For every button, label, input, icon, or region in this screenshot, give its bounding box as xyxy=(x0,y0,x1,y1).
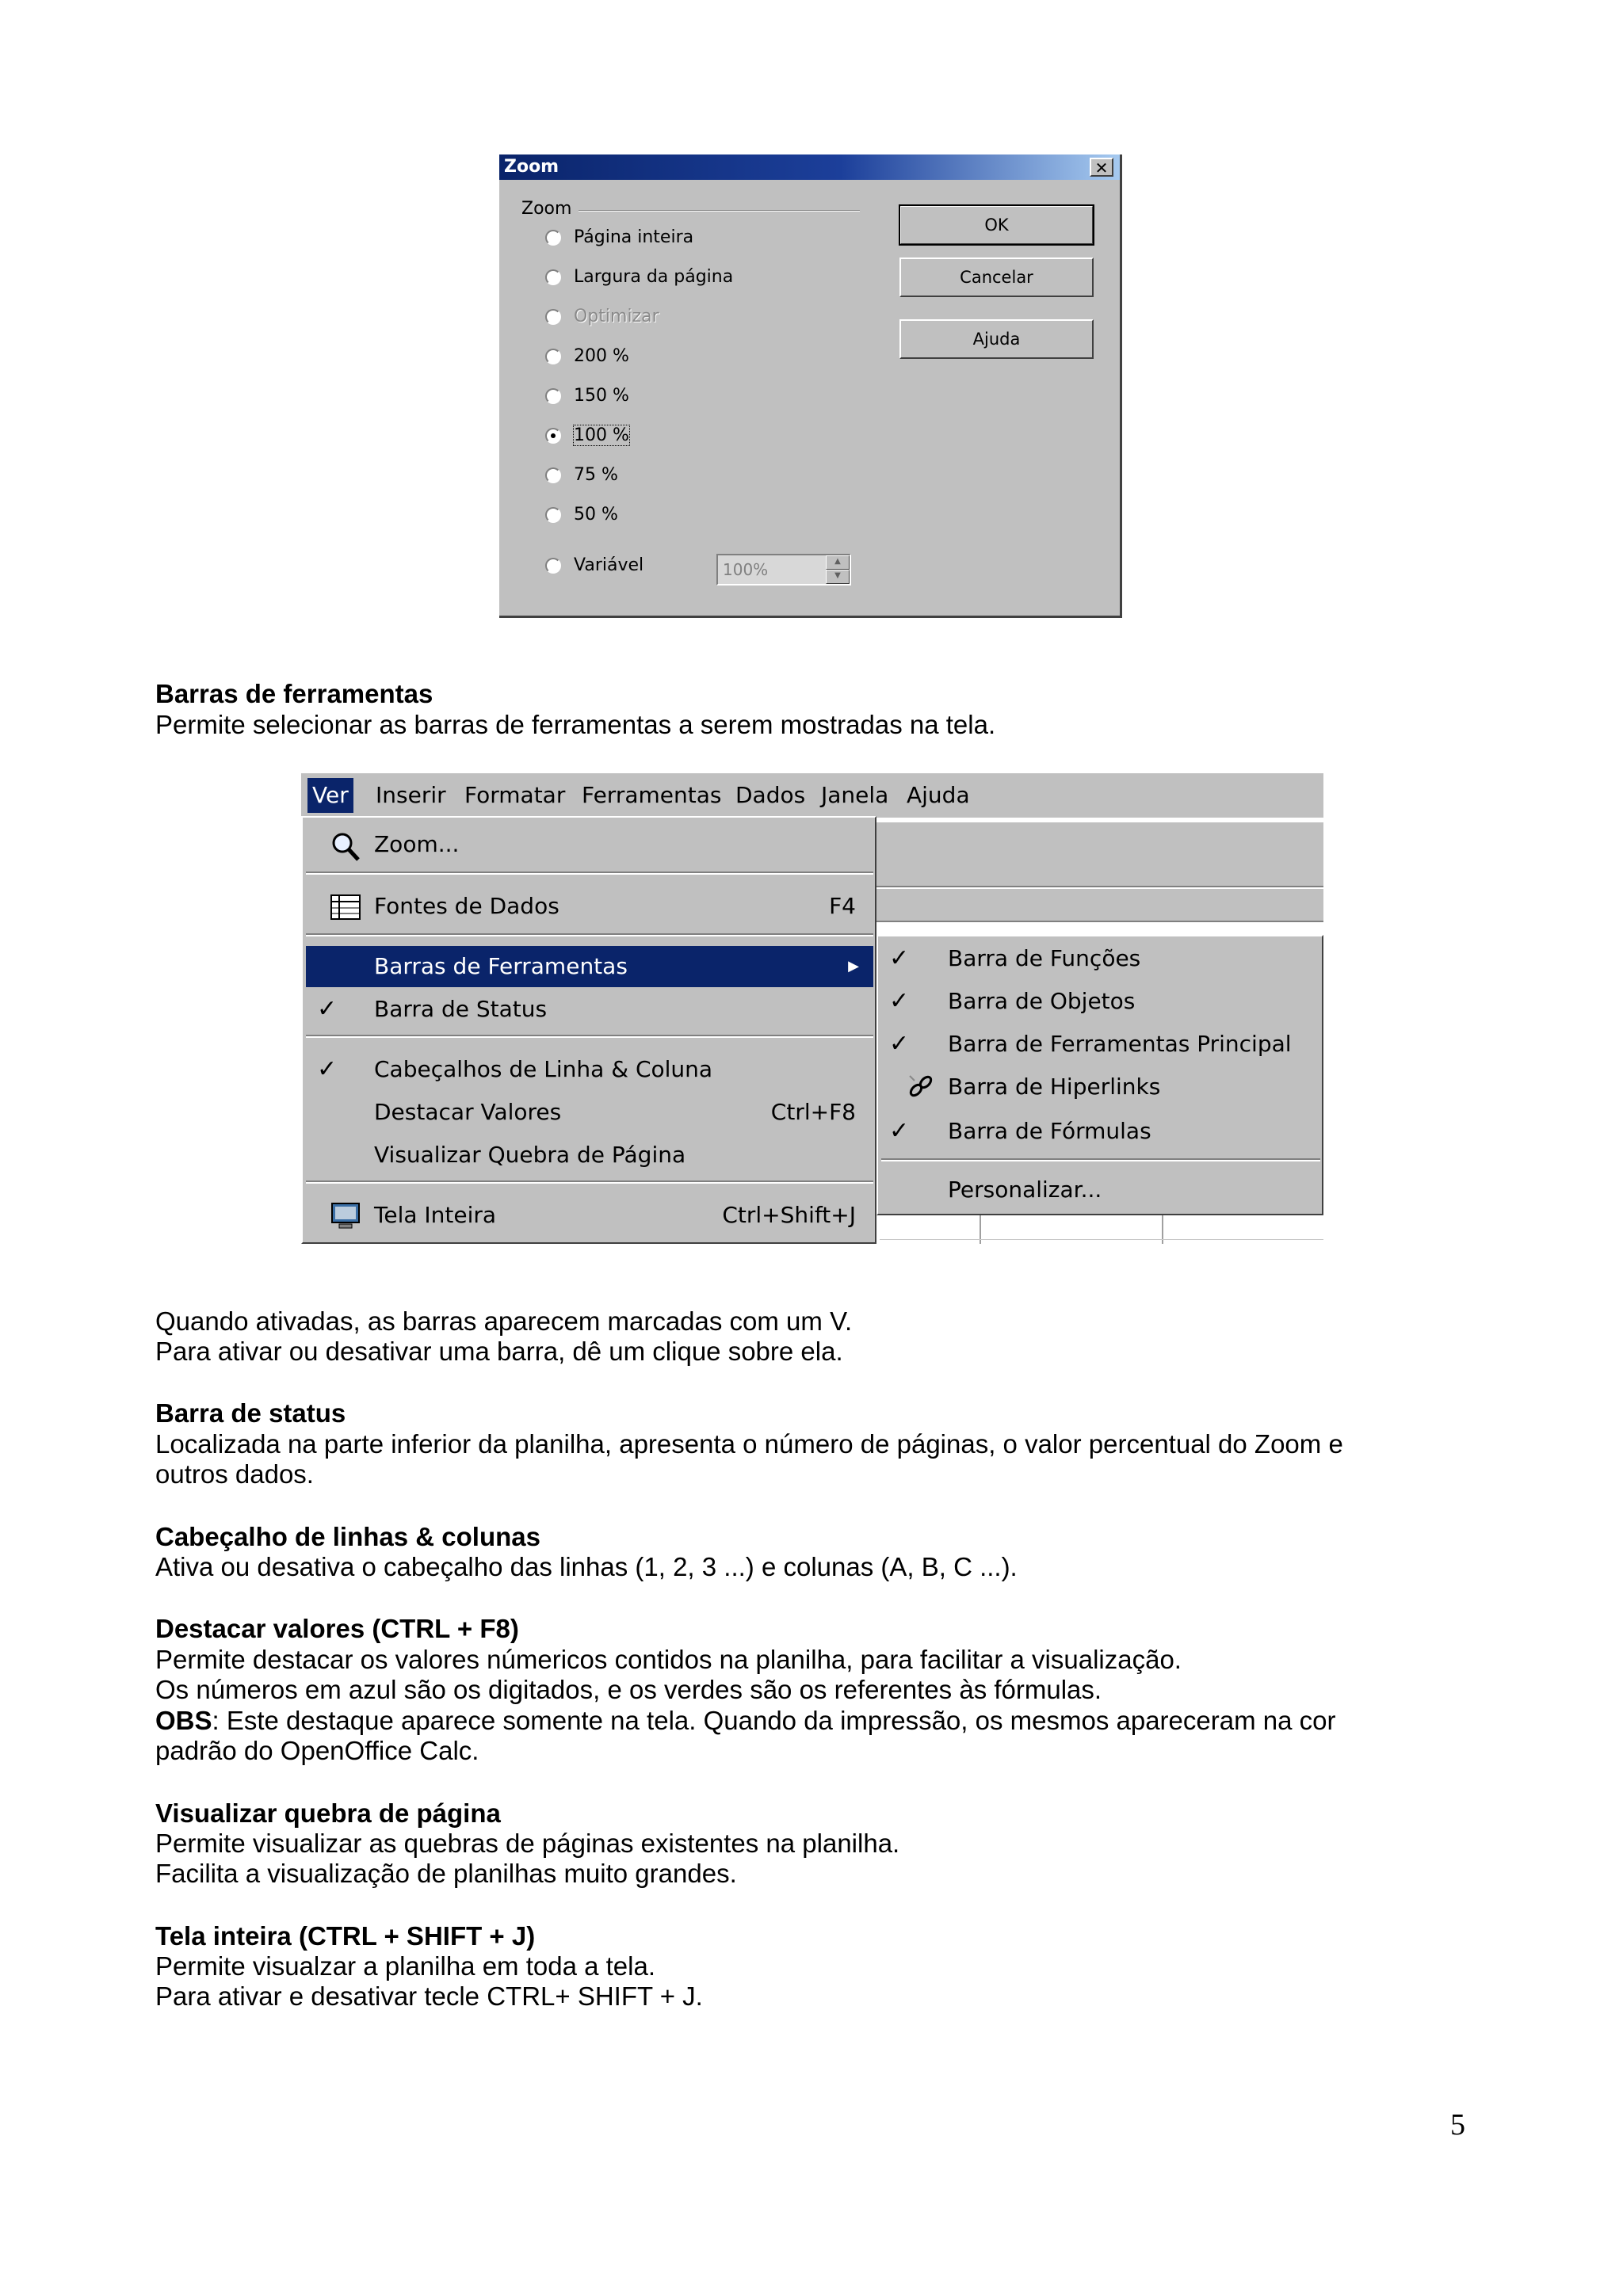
menu-item-highlight-values[interactable] xyxy=(306,1092,873,1133)
menubar xyxy=(301,773,1323,818)
radio-unchecked-icon[interactable] xyxy=(545,558,561,574)
menu-item-toolbars[interactable] xyxy=(306,946,873,987)
submenu-item-objects[interactable] xyxy=(881,981,1320,1022)
menu-item-label: Destacar Valores xyxy=(374,1099,562,1125)
radio-unchecked-icon[interactable] xyxy=(545,269,561,285)
radio-unchecked-icon[interactable] xyxy=(545,388,561,404)
zoom-variable-value: 100% xyxy=(723,560,769,579)
submenu-item-hyperlinks[interactable] xyxy=(881,1066,1320,1108)
zoom-option-label: Largura da página xyxy=(574,267,734,287)
menu-item-headers[interactable] xyxy=(306,1049,873,1090)
section-text-status-1: Localizada na parte inferior da planilha, apresenta o número de páginas, o valor percentual do Zoom e xyxy=(155,1429,1343,1459)
zoom-group-label: Zoom xyxy=(521,199,572,219)
section-text-toolbars: Permite selecionar as barras de ferramentas a serem mostradas na tela. xyxy=(155,710,996,739)
zoom-option-150[interactable] xyxy=(545,384,629,408)
menu-separator xyxy=(306,1035,873,1038)
section-text-page-break-1: Permite visualizar as quebras de páginas existentes na planilha. xyxy=(155,1829,900,1858)
menu-ver[interactable]: Ver xyxy=(307,778,353,813)
zoom-option-optimal xyxy=(545,305,659,329)
menu-item-label: Barra de Status xyxy=(374,996,548,1022)
menu-item-status-bar[interactable] xyxy=(306,989,873,1030)
zoom-option-100[interactable] xyxy=(545,424,629,448)
section-heading-headers: Cabeçalho de linhas & colunas xyxy=(155,1522,540,1551)
paragraph-activated-2: Para ativar ou desativar uma barra, dê um clique sobre ela. xyxy=(155,1337,843,1366)
section-heading-page-break: Visualizar quebra de página xyxy=(155,1798,501,1828)
monitor-icon xyxy=(330,1201,361,1231)
radio-unchecked-icon[interactable] xyxy=(545,230,561,246)
zoom-icon xyxy=(330,830,361,862)
menu-item-label: Personalizar... xyxy=(948,1177,1102,1203)
zoom-option-whole-page[interactable] xyxy=(545,226,693,250)
zoom-dialog xyxy=(499,154,1122,618)
section-text-highlight-obs xyxy=(155,1706,1335,1736)
radio-unchecked-icon[interactable] xyxy=(545,467,561,483)
radio-checked-icon[interactable] xyxy=(545,428,561,444)
section-text-highlight-4: padrão do OpenOffice Calc. xyxy=(155,1736,479,1765)
spin-buttons[interactable] xyxy=(826,555,850,584)
checkmark-icon: ✓ xyxy=(889,987,910,1015)
menu-separator xyxy=(306,1180,873,1184)
zoom-option-200[interactable] xyxy=(545,345,629,368)
close-icon: ✕ xyxy=(1094,158,1109,177)
menu-item-zoom[interactable] xyxy=(306,824,873,865)
spin-up-icon[interactable]: ▲ xyxy=(826,555,850,570)
background-toolbar xyxy=(876,821,1323,887)
menu-inserir[interactable]: Inserir xyxy=(376,782,446,808)
section-heading-status: Barra de status xyxy=(155,1398,346,1428)
zoom-option-label: 100 % xyxy=(574,425,629,445)
zoom-option-label: Página inteira xyxy=(574,227,694,247)
zoom-option-page-width[interactable] xyxy=(545,265,733,289)
menu-separator xyxy=(306,933,873,936)
zoom-dialog-titlebar xyxy=(499,154,1120,180)
menu-formatar[interactable]: Formatar xyxy=(464,782,566,808)
zoom-option-label: Variável xyxy=(574,555,644,575)
submenu-item-main-toolbar[interactable] xyxy=(881,1024,1320,1065)
checkmark-icon: ✓ xyxy=(889,1117,910,1145)
paragraph-activated-1: Quando ativadas, as barras aparecem marcadas com um V. xyxy=(155,1306,853,1336)
menu-item-label: Tela Inteira xyxy=(374,1202,497,1228)
section-text-headers: Ativa ou desativa o cabeçalho das linhas (1, 2, 3 ...) e colunas (A, B, C ...). xyxy=(155,1552,1018,1581)
zoom-option-label: 50 % xyxy=(574,505,618,524)
section-text-status-2: outros dados. xyxy=(155,1459,314,1489)
background-toolbar-2 xyxy=(876,889,1323,922)
table-icon xyxy=(330,892,361,922)
menu-item-label: Barra de Fórmulas xyxy=(948,1118,1151,1144)
menu-item-full-screen[interactable] xyxy=(306,1195,873,1236)
hyperlink-icon xyxy=(905,1071,937,1103)
radio-unchecked-icon[interactable] xyxy=(545,507,561,523)
toolbars-submenu xyxy=(876,935,1323,1215)
help-button[interactable]: Ajuda xyxy=(899,319,1094,359)
spin-down-icon[interactable]: ▼ xyxy=(826,570,850,584)
menu-item-label: Barra de Funções xyxy=(948,945,1141,971)
section-text-highlight-2: Os números em azul são os digitados, e os verdes são os referentes às fórmulas. xyxy=(155,1675,1102,1704)
section-heading-highlight: Destacar valores (CTRL + F8) xyxy=(155,1614,519,1643)
zoom-variable-input[interactable] xyxy=(716,554,851,585)
zoom-option-label: 200 % xyxy=(574,346,629,366)
submenu-item-formulas[interactable] xyxy=(881,1111,1320,1152)
zoom-option-label: 75 % xyxy=(574,465,618,485)
radio-unchecked-icon[interactable] xyxy=(545,349,561,364)
menu-item-label: Fontes de Dados xyxy=(374,893,559,919)
section-heading-toolbars: Barras de ferramentas xyxy=(155,679,433,708)
menu-dados[interactable]: Dados xyxy=(735,782,806,808)
menu-separator xyxy=(881,1158,1320,1161)
view-menu-dropdown xyxy=(301,816,876,1244)
submenu-arrow-icon: ▶ xyxy=(848,958,859,974)
menu-ferramentas[interactable]: Ferramentas xyxy=(582,782,722,808)
cancel-button[interactable]: Cancelar xyxy=(899,257,1094,297)
close-button[interactable] xyxy=(1090,158,1113,177)
submenu-item-functions[interactable] xyxy=(881,938,1320,979)
radio-disabled-icon xyxy=(545,309,561,325)
menu-ajuda[interactable]: Ajuda xyxy=(907,782,970,808)
section-text-page-break-2: Facilita a visualização de planilhas muito grandes. xyxy=(155,1859,737,1888)
section-text-full-screen-1: Permite visualzar a planilha em toda a tela. xyxy=(155,1951,655,1981)
menu-item-shortcut: F4 xyxy=(829,893,856,919)
checkmark-icon: ✓ xyxy=(317,995,338,1023)
menu-item-label: Barra de Objetos xyxy=(948,988,1136,1014)
checkmark-icon: ✓ xyxy=(317,1055,338,1083)
menu-item-label: Barra de Ferramentas Principal xyxy=(948,1031,1292,1057)
menu-item-shortcut: Ctrl+F8 xyxy=(770,1099,856,1125)
zoom-group-divider xyxy=(579,210,860,212)
view-menu-screenshot xyxy=(301,773,1323,1244)
menu-janela[interactable]: Janela xyxy=(821,782,889,808)
zoom-option-label: 150 % xyxy=(574,386,629,406)
page-number: 5 xyxy=(1450,2108,1465,2142)
section-heading-full-screen: Tela inteira (CTRL + SHIFT + J) xyxy=(155,1921,536,1951)
menu-item-label: Cabeçalhos de Linha & Coluna xyxy=(374,1056,713,1082)
menu-item-label: Barra de Hiperlinks xyxy=(948,1074,1161,1100)
section-text-full-screen-2: Para ativar e desativar tecle CTRL+ SHIFT + J. xyxy=(155,1981,703,2011)
menu-item-page-break[interactable] xyxy=(306,1135,873,1176)
menu-item-shortcut: Ctrl+Shift+J xyxy=(722,1202,856,1228)
obs-label: OBS xyxy=(155,1706,212,1735)
zoom-dialog-title: Zoom xyxy=(504,157,559,177)
checkmark-icon: ✓ xyxy=(889,1030,910,1058)
obs-text: : Este destaque aparece somente na tela. Quando da impressão, os mesmos apareceram na cor xyxy=(212,1706,1336,1735)
grid-line xyxy=(880,1239,1323,1240)
menu-item-label: Zoom... xyxy=(374,831,460,857)
ok-button[interactable]: OK xyxy=(899,205,1094,245)
menu-item-label: Visualizar Quebra de Página xyxy=(374,1142,686,1168)
checkmark-icon: ✓ xyxy=(889,944,910,972)
zoom-option-variable[interactable] xyxy=(545,554,643,578)
zoom-option-75[interactable] xyxy=(545,463,618,487)
menu-item-label: Barras de Ferramentas xyxy=(374,953,628,979)
zoom-option-50[interactable] xyxy=(545,503,618,527)
section-text-highlight-1: Permite destacar os valores númericos contidos na planilha, para facilitar a visualização. xyxy=(155,1645,1182,1674)
zoom-option-label: Optimizar xyxy=(574,307,659,326)
menu-item-data-sources[interactable] xyxy=(306,886,873,927)
menu-separator xyxy=(306,871,873,875)
submenu-item-customize[interactable] xyxy=(881,1169,1320,1211)
